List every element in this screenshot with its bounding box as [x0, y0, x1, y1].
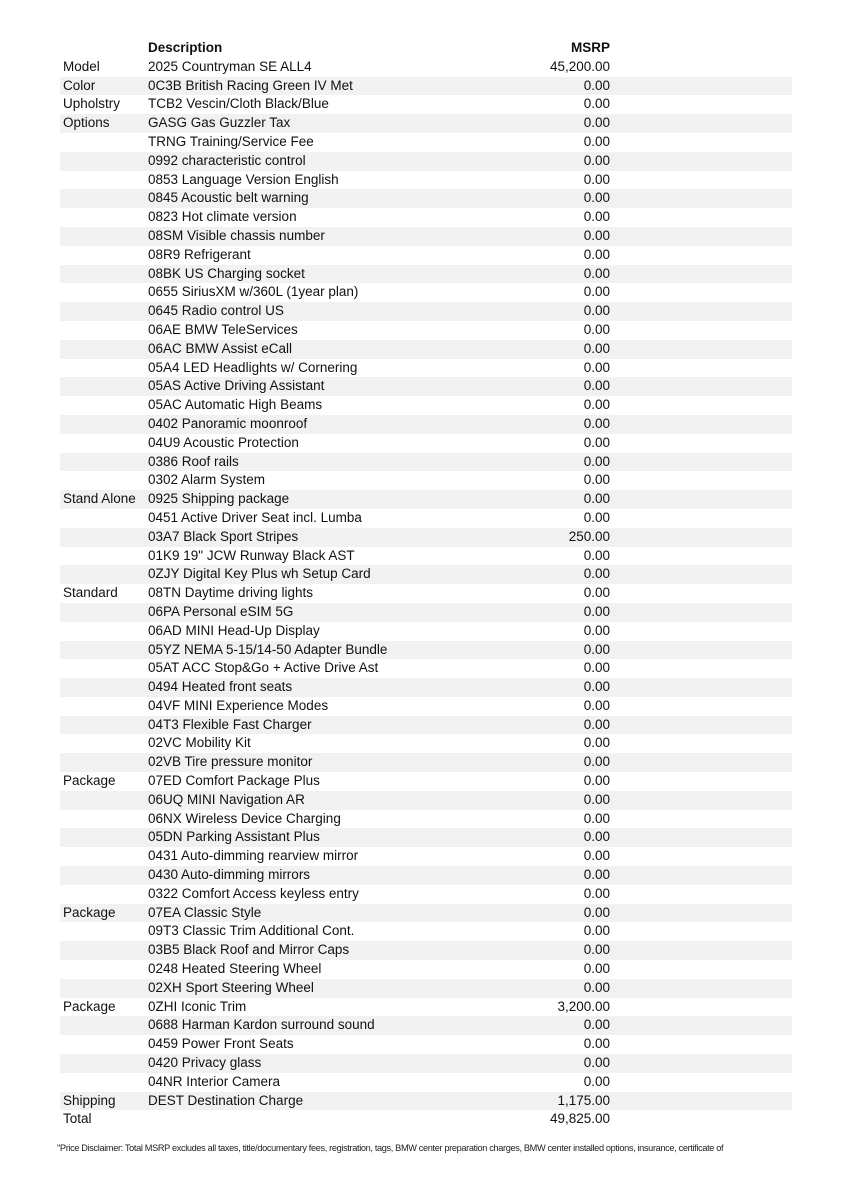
row-description: 07EA Classic Style [148, 904, 262, 920]
row-description: 06AE BMW TeleServices [148, 321, 298, 337]
row-description: 01K9 19" JCW Runway Black AST [148, 547, 355, 563]
row-description: 0655 SiriusXM w/360L (1year plan) [148, 284, 359, 300]
table-row [60, 1092, 792, 1111]
table-row [60, 979, 792, 998]
row-msrp: 0.00 [583, 923, 610, 939]
total-row [60, 1110, 792, 1129]
row-description: 08R9 Refrigerant [148, 246, 251, 262]
row-msrp: 0.00 [583, 209, 610, 225]
table-row [60, 791, 792, 810]
table-row [60, 471, 792, 490]
table-row [60, 133, 792, 152]
row-msrp: 0.00 [583, 171, 610, 187]
table-row [60, 377, 792, 396]
description-header: Description [148, 40, 223, 55]
row-msrp: 0.00 [583, 961, 610, 977]
row-msrp: 0.00 [583, 867, 610, 883]
table-row [60, 603, 792, 622]
row-description: 04T3 Flexible Fast Charger [148, 716, 312, 732]
table-row [60, 904, 792, 923]
row-msrp: 0.00 [583, 472, 610, 488]
row-description: 2025 Countryman SE ALL4 [148, 58, 312, 74]
row-msrp: 0.00 [583, 547, 610, 563]
row-msrp: 0.00 [583, 1017, 610, 1033]
table-row [60, 114, 792, 133]
row-description: 0431 Auto-dimming rearview mirror [148, 848, 359, 864]
row-description: 05A4 LED Headlights w/ Cornering [148, 359, 358, 375]
row-description: TRNG Training/Service Fee [148, 133, 314, 149]
row-msrp: 0.00 [583, 1055, 610, 1071]
row-description: 09T3 Classic Trim Additional Cont. [148, 923, 355, 939]
row-description: 0823 Hot climate version [148, 209, 297, 225]
row-msrp: 3,200.00 [557, 998, 610, 1014]
row-description: 0853 Language Version English [148, 171, 339, 187]
table-row [60, 208, 792, 227]
row-msrp: 45,200.00 [549, 58, 610, 74]
row-description: 0302 Alarm System [148, 472, 266, 488]
row-msrp: 0.00 [583, 397, 610, 413]
table-row [60, 659, 792, 678]
row-msrp: 0.00 [583, 284, 610, 300]
row-msrp: 0.00 [583, 679, 610, 695]
row-msrp: 0.00 [583, 942, 610, 958]
table-row [60, 77, 792, 96]
row-msrp: 0.00 [583, 1073, 610, 1089]
row-msrp: 0.00 [583, 378, 610, 394]
row-description: TCB2 Vescin/Cloth Black/Blue [148, 96, 329, 112]
row-description: 08BK US Charging socket [148, 265, 305, 281]
row-category: Options [63, 115, 110, 131]
msrp-header: MSRP [570, 40, 610, 55]
table-row [60, 283, 792, 302]
row-msrp: 0.00 [583, 303, 610, 319]
row-description: 0645 Radio control US [148, 303, 284, 319]
row-description: 06PA Personal eSIM 5G [148, 603, 294, 619]
row-msrp: 0.00 [583, 415, 610, 431]
row-description: 0386 Roof rails [148, 453, 239, 469]
row-description: 03B5 Black Roof and Mirror Caps [148, 942, 350, 958]
table-row [60, 246, 792, 265]
row-description: GASG Gas Guzzler Tax [148, 115, 291, 131]
row-description: 0494 Heated front seats [148, 679, 293, 695]
table-row [60, 302, 792, 321]
table-row [60, 847, 792, 866]
row-description: 06NX Wireless Device Charging [148, 810, 341, 826]
table-row [60, 58, 792, 77]
row-msrp: 0.00 [583, 773, 610, 789]
table-row [60, 734, 792, 753]
row-category: Package [63, 773, 116, 789]
row-msrp: 0.00 [583, 716, 610, 732]
row-msrp: 0.00 [583, 885, 610, 901]
price-sheet [60, 39, 792, 1129]
row-msrp: 0.00 [583, 660, 610, 676]
table-row [60, 490, 792, 509]
table-row [60, 152, 792, 171]
row-description: 0925 Shipping package [148, 491, 290, 507]
row-description: 08TN Daytime driving lights [148, 585, 314, 601]
row-description: 02VB Tire pressure monitor [148, 754, 313, 770]
row-description: 0402 Panoramic moonroof [148, 415, 308, 431]
row-description: 06AD MINI Head-Up Display [148, 622, 320, 638]
row-msrp: 0.00 [583, 754, 610, 770]
row-description: 0451 Active Driver Seat incl. Lumba [148, 509, 362, 525]
row-msrp: 0.00 [583, 434, 610, 450]
row-msrp: 0.00 [583, 115, 610, 131]
table-row [60, 265, 792, 284]
table-row [60, 960, 792, 979]
row-msrp: 0.00 [583, 791, 610, 807]
row-msrp: 0.00 [583, 566, 610, 582]
line-items [60, 58, 792, 1111]
row-msrp: 0.00 [583, 979, 610, 995]
row-msrp: 250.00 [568, 528, 610, 544]
table-row [60, 528, 792, 547]
row-description: 0322 Comfort Access keyless entry [148, 885, 359, 901]
row-msrp: 0.00 [583, 603, 610, 619]
table-row [60, 772, 792, 791]
table-row [60, 340, 792, 359]
row-description: 0845 Acoustic belt warning [148, 190, 309, 206]
row-msrp: 0.00 [583, 509, 610, 525]
row-description: 06AC BMW Assist eCall [148, 340, 293, 356]
row-category: Model [63, 58, 100, 74]
row-msrp: 0.00 [583, 265, 610, 281]
row-description: 02VC Mobility Kit [148, 735, 251, 751]
table-row [60, 1073, 792, 1092]
table-row [60, 941, 792, 960]
table-row [60, 415, 792, 434]
table-row [60, 922, 792, 941]
row-description: 05AC Automatic High Beams [148, 397, 323, 413]
row-msrp: 0.00 [583, 246, 610, 262]
table-row [60, 641, 792, 660]
table-row [60, 716, 792, 735]
row-category: Package [63, 904, 116, 920]
row-description: 05YZ NEMA 5-15/14-50 Adapter Bundle [148, 641, 388, 657]
row-msrp: 0.00 [583, 359, 610, 375]
row-category: Package [63, 998, 116, 1014]
row-msrp: 0.00 [583, 227, 610, 243]
row-description: 05DN Parking Assistant Plus [148, 829, 320, 845]
table-row [60, 189, 792, 208]
table-row [60, 828, 792, 847]
total-msrp: 49,825.00 [549, 1111, 610, 1127]
table-row [60, 453, 792, 472]
table-header [60, 39, 792, 58]
table-row [60, 95, 792, 114]
table-row [60, 622, 792, 641]
row-msrp: 1,175.00 [557, 1092, 610, 1108]
row-msrp: 0.00 [583, 848, 610, 864]
table-row [60, 753, 792, 772]
price-disclaimer: "Price Disclaimer: Total MSRP excludes all taxes, title/documentary fees, registration, tags, BMW center preparation charges, BMW center installed options, insurance, certificate of [57, 1143, 724, 1153]
row-msrp: 0.00 [583, 453, 610, 469]
table-row [60, 359, 792, 378]
row-msrp: 0.00 [583, 641, 610, 657]
row-msrp: 0.00 [583, 585, 610, 601]
row-msrp: 0.00 [583, 321, 610, 337]
row-msrp: 0.00 [583, 133, 610, 149]
row-description: 03A7 Black Sport Stripes [148, 528, 299, 544]
row-description: 08SM Visible chassis number [148, 227, 325, 243]
table-row [60, 1035, 792, 1054]
table-row [60, 434, 792, 453]
row-description: 04VF MINI Experience Modes [148, 697, 329, 713]
table-row [60, 171, 792, 190]
row-description: 06UQ MINI Navigation AR [148, 791, 305, 807]
row-msrp: 0.00 [583, 190, 610, 206]
table-row [60, 396, 792, 415]
row-description: 02XH Sport Steering Wheel [148, 979, 314, 995]
row-category: Stand Alone [63, 491, 136, 507]
row-description: 05AT ACC Stop&Go + Active Drive Ast [148, 660, 379, 676]
row-description: 04U9 Acoustic Protection [148, 434, 299, 450]
row-description: 04NR Interior Camera [148, 1073, 281, 1089]
row-description: 0420 Privacy glass [148, 1055, 262, 1071]
row-msrp: 0.00 [583, 622, 610, 638]
row-msrp: 0.00 [583, 152, 610, 168]
row-description: 0992 characteristic control [148, 152, 306, 168]
row-description: 0688 Harman Kardon surround sound [148, 1017, 375, 1033]
row-msrp: 0.00 [583, 77, 610, 93]
table-row [60, 810, 792, 829]
row-msrp: 0.00 [583, 1036, 610, 1052]
row-msrp: 0.00 [583, 904, 610, 920]
row-description: 0ZHI Iconic Trim [148, 998, 247, 1014]
total-label: Total [63, 1111, 92, 1127]
row-description: 0C3B British Racing Green IV Met [148, 77, 353, 93]
row-description: DEST Destination Charge [148, 1092, 304, 1108]
row-category: Upholstry [63, 96, 121, 112]
row-msrp: 0.00 [583, 697, 610, 713]
row-msrp: 0.00 [583, 810, 610, 826]
table-row [60, 547, 792, 566]
table-row [60, 509, 792, 528]
row-category: Standard [63, 585, 118, 601]
row-description: 05AS Active Driving Assistant [148, 378, 325, 394]
table-row [60, 227, 792, 246]
row-msrp: 0.00 [583, 735, 610, 751]
table-row [60, 885, 792, 904]
table-row [60, 1054, 792, 1073]
table-row [60, 678, 792, 697]
table-row [60, 1016, 792, 1035]
row-msrp: 0.00 [583, 829, 610, 845]
table-row [60, 697, 792, 716]
table-row [60, 866, 792, 885]
row-description: 0ZJY Digital Key Plus wh Setup Card [148, 566, 371, 582]
table-row [60, 321, 792, 340]
row-msrp: 0.00 [583, 96, 610, 112]
row-description: 07ED Comfort Package Plus [148, 773, 320, 789]
table-row [60, 998, 792, 1017]
row-msrp: 0.00 [583, 491, 610, 507]
row-description: 0430 Auto-dimming mirrors [148, 867, 311, 883]
row-msrp: 0.00 [583, 340, 610, 356]
row-category: Color [63, 77, 96, 93]
row-category: Shipping [63, 1092, 116, 1108]
row-description: 0248 Heated Steering Wheel [148, 961, 322, 977]
row-description: 0459 Power Front Seats [148, 1036, 294, 1052]
table-row [60, 565, 792, 584]
table-row [60, 584, 792, 603]
